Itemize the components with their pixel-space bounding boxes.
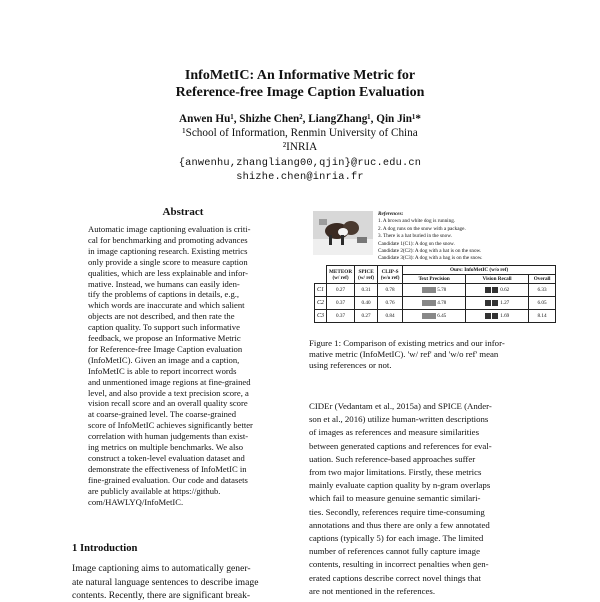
- body-line: between generated captions and references for eval-: [309, 440, 492, 451]
- body-line: erated captions describe correct novel things that: [309, 572, 481, 583]
- col-header-spice: SPICE (w/ ref): [355, 266, 378, 284]
- abstract-line: cal for benchmarking and promoting advances: [88, 234, 248, 245]
- vision-recall-score: 0.62: [500, 287, 510, 294]
- abstract-line: correlation with human judgements than exist-: [88, 431, 249, 442]
- authors: Anwen Hu¹, Shizhe Chen², LiangZhang¹, Qin Jin¹*: [179, 113, 421, 125]
- intro-line: ate natural language sentences to describe image: [72, 576, 259, 588]
- row-label: C1: [315, 284, 327, 297]
- body-line: number of references cannot fully capture image: [309, 546, 480, 557]
- affiliation-2: ²INRIA: [282, 141, 318, 153]
- clips-score: 0.76: [378, 297, 403, 310]
- region-thumbnail: [492, 287, 498, 293]
- abstract-line: are publicly available at https://github.: [88, 485, 221, 496]
- body-line: uation. Such reference-based approaches suffer: [309, 453, 476, 464]
- abstract-line: tify the problems of captions in details, e.g.,: [88, 289, 240, 300]
- candidate-item: Candidate 1(C1): A dog on the snow.: [378, 240, 455, 247]
- body-line: ties. Secondly, references require time-consuming: [309, 506, 485, 517]
- body-line: annotations and thus there are only a few annotated: [309, 519, 490, 530]
- abstract-line: InfoMetIC is able to report incorrect words: [88, 365, 237, 376]
- col-header-vision-recall: Vision Recall: [466, 275, 529, 284]
- caption-line: mative metric (InfoMetIC). 'w/ ref' and 'w/o ref' mean: [309, 349, 499, 360]
- vision-recall-cell: [466, 297, 529, 310]
- row-label: C3: [315, 310, 327, 323]
- table-row: [315, 297, 556, 310]
- body-line: mainly evaluate caption quality by n-gram overlaps: [309, 480, 491, 491]
- figure-photo: [313, 211, 373, 255]
- abstract-line: score of InfoMetIC achieves significantly better: [88, 420, 253, 431]
- abstract-line: com/HAWLYQ/InfoMetIC.: [88, 496, 184, 507]
- region-thumbnail: [485, 300, 491, 306]
- paper-title-line2: Reference-free Image Caption Evaluation: [175, 85, 425, 100]
- abstract-line: vision recall score and an overall quality score: [88, 398, 248, 409]
- text-precision-score: 6.45: [437, 313, 447, 320]
- email-line-2: shizhe.chen@inria.fr: [236, 171, 364, 183]
- abstract-line: mative. Instead, we humans can easily iden-: [88, 278, 240, 289]
- abstract-line: demonstrate the effectiveness of InfoMetIC in: [88, 463, 247, 474]
- spice-score: 0.40: [355, 297, 378, 310]
- reference-item: 2. A dog runs on the snow with a package.: [378, 225, 466, 232]
- reference-item: 1. A brown and white dog is running.: [378, 218, 456, 225]
- meteor-score: 0.37: [327, 297, 355, 310]
- abstract-line: caption quality. To support such informative: [88, 322, 240, 333]
- ours-header: Ours: InfoMetIC (w/o ref): [403, 266, 556, 275]
- section-heading-introduction: 1 Introduction: [72, 543, 138, 554]
- body-line: son et al., 2016) utilize human-written descriptions: [309, 414, 489, 425]
- figure-references: [378, 211, 482, 263]
- body-line: which fail to measure genuine semantic similari-: [309, 493, 481, 504]
- overall-score: 6.33: [529, 284, 556, 297]
- region-thumbnail: [485, 287, 491, 293]
- spice-score: 0.27: [355, 310, 378, 323]
- text-precision-bar: [422, 287, 436, 293]
- body-line: contents, resulting in incorrect penalties when gen-: [309, 559, 489, 570]
- abstract-line: feedback, we propose an Informative Metric: [88, 333, 241, 343]
- abstract-line: qualities, which are less explainable and infor-: [88, 267, 248, 278]
- row-label: C2: [315, 297, 327, 310]
- abstract-line: at coarse-grained level. The coarse-grained: [88, 409, 237, 420]
- body-line: of images as references and measure similarities: [309, 427, 480, 438]
- text-precision-bar: [422, 313, 436, 319]
- candidate-item: Candidate 2(C2): A dog with a hat is on the snow.: [378, 248, 482, 255]
- reference-item: 3. There is a hat buried in the snow.: [378, 233, 452, 240]
- text-precision-bar: [422, 300, 436, 306]
- abstract-line: ing metrics on multiple benchmarks. We also: [88, 442, 243, 452]
- abstract-line: level, and also provide a text precision score, a: [88, 387, 249, 398]
- region-thumbnail: [492, 300, 498, 306]
- intro-line: contents. Recently, there are significant break-: [72, 590, 251, 601]
- col-header-meteor: METEOR (w/ ref): [327, 266, 355, 284]
- col-header-overall: Overall: [529, 275, 556, 284]
- body-line: CIDEr (Vedantam et al., 2015a) and SPICE (Ander-: [309, 401, 492, 411]
- text-precision-cell: [403, 297, 466, 310]
- abstract-line: for Reference-free Image Caption evaluation: [88, 343, 243, 354]
- abstract-line: in image captioning research. Existing metrics: [88, 245, 248, 256]
- intro-line: Image captioning aims to automatically gener-: [72, 563, 251, 574]
- abstract-line: Automatic image captioning evaluation is criti-: [88, 224, 251, 234]
- vision-recall-cell: [466, 284, 529, 297]
- text-precision-cell: [403, 284, 466, 297]
- text-precision-score: 4.78: [437, 300, 447, 307]
- region-thumbnail: [485, 313, 491, 319]
- abstract-line: and unmentioned image regions at fine-grained: [88, 376, 251, 387]
- abstract-heading: Abstract: [162, 206, 204, 218]
- vision-recall-cell: [466, 310, 529, 323]
- meteor-score: 0.37: [327, 310, 355, 323]
- figure-table: [314, 265, 556, 323]
- clips-score: 0.78: [378, 284, 403, 297]
- col-header-text-precision: Text Precision: [403, 275, 466, 284]
- candidate-item: Candidate 3(C3): A dog with a bag is on the snow.: [378, 255, 483, 262]
- references-label: References:: [378, 211, 404, 217]
- email-line-1: {anwenhu,zhangliang00,qjin}@ruc.edu.cn: [178, 157, 422, 169]
- body-line: are not mentioned in the references.: [309, 585, 436, 596]
- col-header-clips: CLIP-S (w/o ref): [378, 266, 403, 284]
- abstract-line: (InfoMetIC). Given an image and a caption,: [88, 354, 240, 365]
- caption-line: Figure 1: Comparison of existing metrics and our infor-: [309, 338, 505, 348]
- caption-line: using references or not.: [309, 360, 392, 371]
- vision-recall-score: 1.69: [500, 313, 510, 320]
- clips-score: 0.84: [378, 310, 403, 323]
- abstract-line: construct a token-level evaluation dataset and: [88, 452, 245, 463]
- overall-score: 6.05: [529, 297, 556, 310]
- table-row: [315, 284, 556, 297]
- region-thumbnail: [492, 313, 498, 319]
- text-precision-score: 5.78: [437, 287, 447, 294]
- abstract-line: objects are not described, and then rate the: [88, 311, 235, 322]
- abstract-line: fine-grained evaluation. Our code and datasets: [88, 474, 248, 485]
- overall-score: 8.14: [529, 310, 556, 323]
- spice-score: 0.31: [355, 284, 378, 297]
- paper-title-line1: InfoMetIC: An Informative Metric for: [184, 68, 416, 83]
- abstract-line: which words are inaccurate and which salient: [88, 300, 245, 311]
- vision-recall-score: 1.27: [500, 300, 510, 307]
- abstract-line: only provide a single score to measure caption: [88, 256, 248, 267]
- table-row: [315, 310, 556, 323]
- body-line: from two major limitations. Firstly, these metrics: [309, 467, 482, 477]
- body-line: captions (typically 5) for each image. The limited: [309, 533, 484, 543]
- text-precision-cell: [403, 310, 466, 323]
- meteor-score: 0.27: [327, 284, 355, 297]
- affiliation-1: ¹School of Information, Renmin University of China: [182, 127, 418, 139]
